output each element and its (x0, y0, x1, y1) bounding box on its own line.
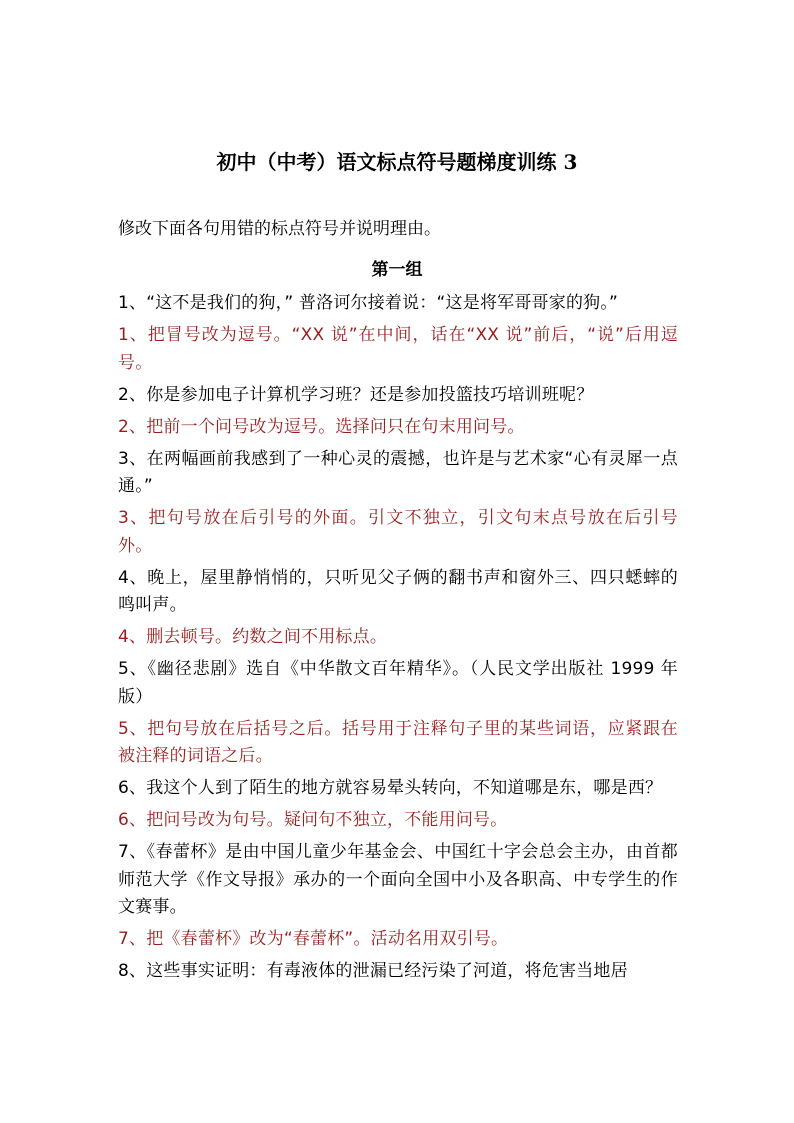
question-4: 4、晚上，屋里静悄悄的，只听见父子俩的翻书声和窗外三、四只蟋蟀的鸣叫声。 (118, 567, 678, 615)
instruction-text: 修改下面各句用错的标点符号并说明理由。 (118, 219, 441, 239)
answer-6: 6、把问号改为句号。疑问句不独立，不能用问号。 (118, 810, 508, 830)
answer-2: 2、把前一个问号改为逗号。选择问只在句末用问号。 (118, 416, 525, 437)
question-1: 1、“这不是我们的狗，” 普洛诃尔接着说：“这是将军哥哥家的狗。” (118, 293, 619, 313)
question-6: 6、我这个人到了陌生的地方就容易晕头转向，不知道哪是东，哪是西？ (118, 778, 663, 798)
question-2: 2、你是参加电子计算机学习班？还是参加投篮技巧培训班呢？ (118, 384, 594, 405)
answer-1: 1、把冒号改为逗号。“XX 说”在中间，话在“XX 说”前后，“说”后用逗号。 (118, 325, 678, 373)
exercise-list (118, 290, 678, 990)
answer-4: 4、删去顿号。约数之间不用标点。 (118, 627, 388, 647)
question-5: 5、《幽径悲剧》选自《中华散文百年精华》。（人民文学出版社 1999 年版） (118, 659, 678, 707)
answer-7: 7、把《春蕾杯》改为“春蕾杯”。活动名用双引号。 (118, 929, 509, 949)
answer-5: 5、把句号放在后括号之后。括号用于注释句子里的某些词语，应紧跟在被注释的词语之后。 (118, 718, 678, 766)
document-title: 初中（中考）语文标点符号题梯度训练 3 (216, 150, 578, 174)
answer-3: 3、把句号放在后引号的外面。引文不独立，引文句末点号放在后引号外。 (118, 508, 678, 556)
group-heading: 第一组 (371, 260, 423, 280)
question-3: 3、在两幅画前我感到了一种心灵的震撼，也许是与艺术家“心有灵犀一点通。” (118, 448, 678, 496)
question-8: 8、这些事实证明：有毒液体的泄漏已经污染了河道，将危害当地居 (118, 961, 628, 981)
question-7: 7、《春蕾杯》是由中国儿童少年基金会、中国红十字会总会主办，由首都师范大学《作文导报》承办的一个面向全国中小及各职高、中专学生的作文赛事。 (118, 842, 678, 917)
